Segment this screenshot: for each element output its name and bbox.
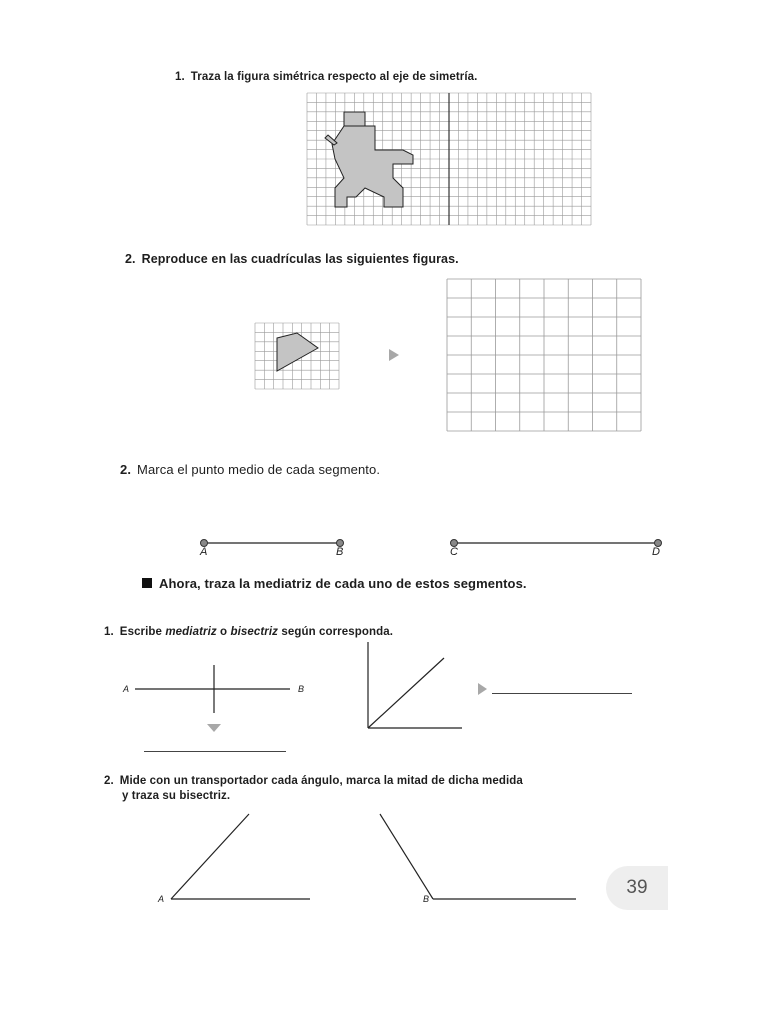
arrow-icon: [478, 683, 488, 695]
exercise-number: 2.: [120, 462, 132, 477]
exercise-number: 2.: [125, 252, 136, 266]
exercise-text-part: Escribe: [119, 626, 166, 638]
exercise-number: 2.: [104, 775, 114, 787]
exercise-4-instruction: [104, 626, 393, 638]
page-number-badge: [606, 866, 668, 910]
segment-cd[interactable]: [448, 537, 664, 549]
symmetry-grid[interactable]: [307, 93, 591, 225]
label-a: A: [200, 546, 208, 558]
page-number: 39: [626, 877, 648, 898]
followup-text: Ahora, traza la mediatriz de cada uno de estos segmentos.: [159, 576, 527, 591]
exercise-text-line1: Mide con un transportador cada ángulo, marca la mitad de dicha medida: [119, 775, 523, 787]
vertex-label-a: A: [158, 894, 165, 904]
large-drawing-grid[interactable]: [447, 279, 641, 431]
exercise-text-part: según corresponda.: [278, 626, 394, 638]
grid-lines: [447, 279, 641, 431]
vertex-label-b: B: [423, 894, 430, 904]
square-bullet-icon: [142, 578, 152, 588]
label-b: B: [336, 546, 344, 558]
keyword-mediatriz: mediatriz: [165, 626, 217, 638]
exercise-text: Traza la figura simétrica respecto al eje de simetría.: [190, 71, 478, 83]
keyword-bisectriz: bisectriz: [230, 626, 279, 638]
label-a: A: [123, 684, 130, 694]
exercise-text: Marca el punto medio de cada segmento.: [137, 462, 381, 477]
label-b: B: [298, 684, 305, 694]
down-arrow-icon: [207, 724, 221, 734]
exercise-5-instruction: [104, 774, 523, 804]
angle-bisector-figure: [366, 642, 466, 732]
exercise-number: 1.: [104, 626, 114, 638]
segment-ab[interactable]: [198, 537, 348, 549]
answer-line-2[interactable]: [492, 693, 632, 694]
small-model-grid: [255, 323, 339, 389]
answer-line-1[interactable]: [144, 751, 286, 752]
exercise-text-line2: y traza su bisectriz.: [122, 790, 231, 802]
label-c: C: [450, 546, 458, 558]
label-d: D: [652, 546, 660, 558]
exercise-2-instruction: [125, 252, 459, 266]
model-figure: [277, 333, 318, 371]
exercise-3-instruction: [120, 462, 380, 477]
angle-a-figure[interactable]: [168, 812, 313, 902]
exercise-3-followup: [142, 576, 527, 591]
arrow-icon: [389, 349, 401, 361]
exercise-1-instruction: [175, 71, 477, 83]
exercise-number: 1.: [175, 71, 185, 83]
exercise-text-part: o: [216, 626, 231, 638]
angle-b-figure[interactable]: [378, 812, 578, 902]
perpendicular-bisector-figure: [135, 665, 295, 715]
exercise-text: Reproduce en las cuadrículas las siguientes figuras.: [141, 252, 459, 266]
